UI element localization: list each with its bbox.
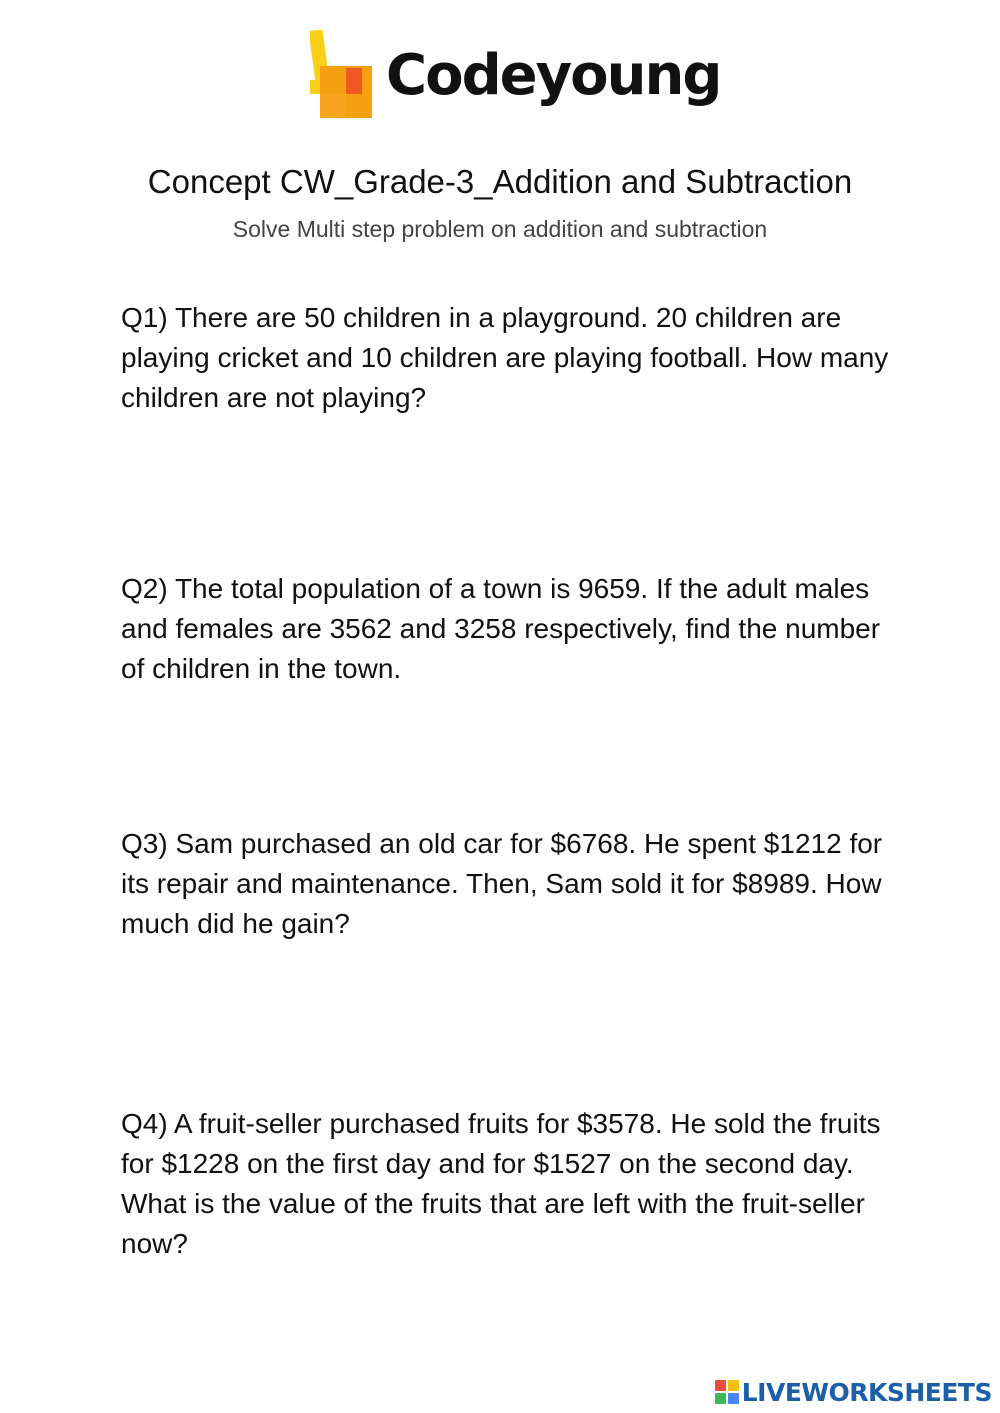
codeyoung-logo [310, 30, 721, 130]
page-subtitle: Solve Multi step problem on addition and subtraction [232, 216, 768, 242]
question-2: Q2) The total population of a town is 9659. If the adult males and females are 3562 and 3258 respectively, find the number of children in the town. [121, 573, 881, 684]
page-title: Concept CW_Grade-3_Addition and Subtraction [147, 163, 853, 200]
question-4: Q4) A fruit-seller purchased fruits for $3578. He sold the fruits for $1228 on the first day and for $1527 on the second day. What is the value of the fruits that are left with the fruit-seller now? [121, 1108, 881, 1259]
question-1: Q1) There are 50 children in a playground. 20 children are playing cricket and 10 children are playing football. How many children are not playing? [121, 302, 889, 413]
liveworksheets-footer [714, 1377, 992, 1407]
liveworksheets-logo-icon [714, 1379, 740, 1405]
question-3: Q3) Sam purchased an old car for $6768. He spent $1212 for its repair and maintenance. Then, Sam sold it for $8989. How much did he gain? [121, 828, 883, 939]
codeyoung-logo-text: Codeyoung [386, 43, 721, 108]
liveworksheets-logo-text: LIVEWORKSHEETS [741, 1377, 992, 1407]
codeyoung-logo-icon [310, 30, 376, 120]
